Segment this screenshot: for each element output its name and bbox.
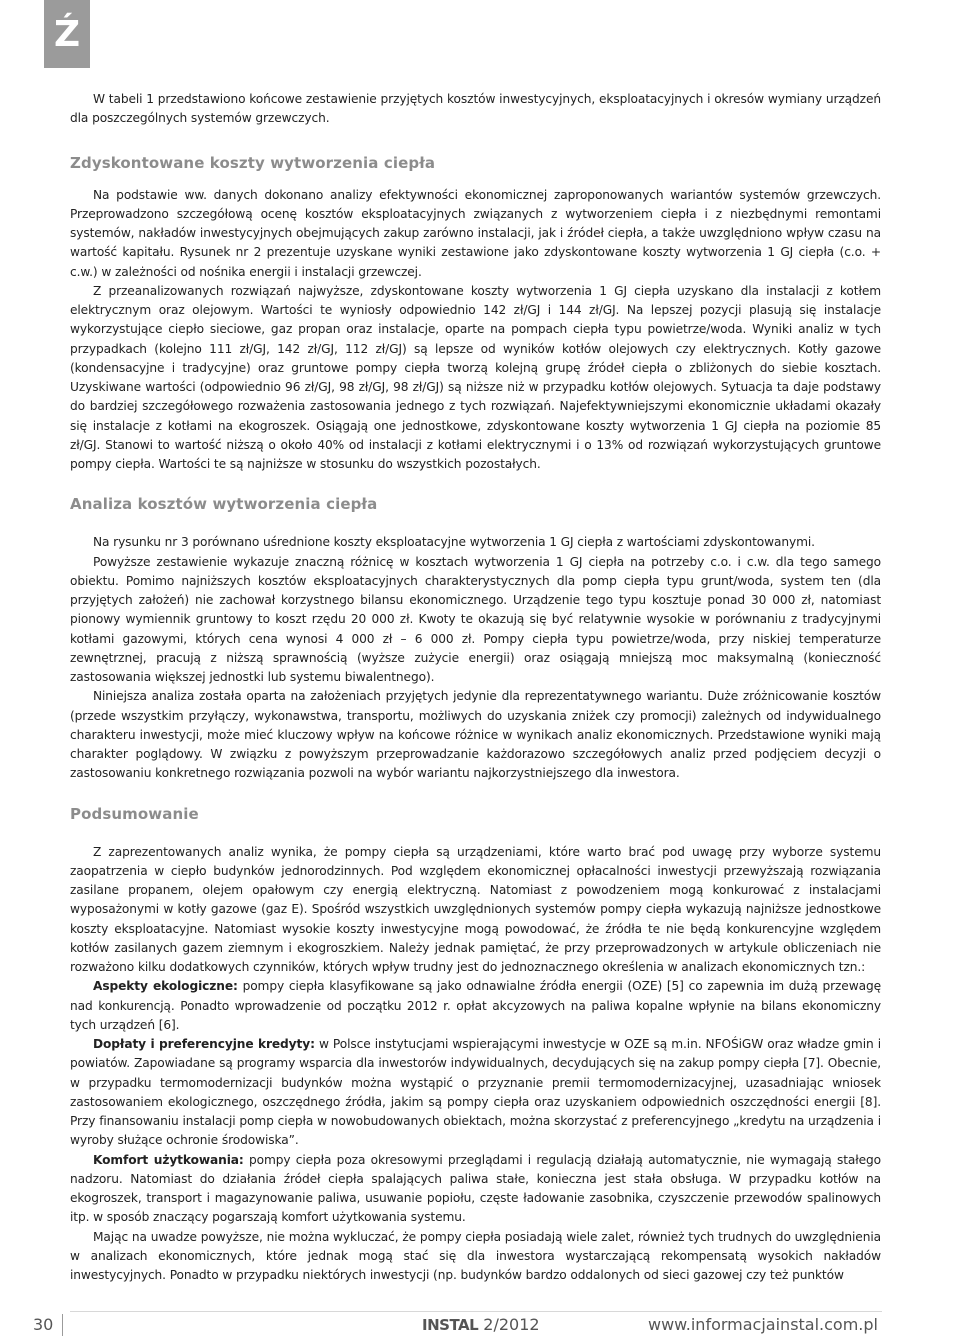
paragraph: Powyższe zestawienie wykazuje znaczną różnicę w kosztach wytworzenia 1 GJ ciepła na potrzeby c.o. i c.w. dla tego samego obiektu. Pomimo najniższych kosztów eksploatacyjnych charakterystycznych dla pomp ciepła typu grunt/woda, system ten (dla przyjętych założeń) nie zachował korzystnego bilansu ekonomicznego. Urządzenie tego typu kosztuje ponad 30 000 zł, natomiast pionowy wymiennik gruntowy to koszt rzędu 20 000 zł. Kwoty te okazują się być relatywnie wysokie w porównaniu z tradycyjnymi kotłami gazowymi, których cena wynosi 4 000 zł – 6 000 zł. Pompy ciepła typu powietrze/woda, przy niskiej temperaturze zewnętrznej, pracują z niższą sprawnością (wyższe zużycie energii) oraz osiągają mniejszą moc maksymalną (konieczność zastosowania większej jednostki lub systemu biwalentnego). [70, 554, 881, 684]
footer-divider [70, 1311, 882, 1312]
factor-text: w Polsce instytucjami wspierającymi inwestycje w OZE są m.in. NFOŚiGW oraz władze gmin i powiatów. Zapowiadane są programy wsparcia dla inwestorów indywidualnych, decydujących się na zakup pompy ciepła [7]. Obecnie, w przypadku termomodernizacji budynków można wystąpić o przyznanie premii termomodernizacyjnej, uzasadniając wniosek zastosowaniem ekologicznego, oszczędnego źródła, jakim są pompy ciepła oraz uzyskaniem odpowiednich oszczędności energii [8]. Przy finansowaniu instalacji pomp ciepła w nowobudowanych obiektach, można skorzystać z preferencyjnego „kredytu na urządzenia i wyroby służące ochronie środowiska”. [70, 1037, 881, 1148]
factor-lead: Dopłaty i preferencyjne kredyty: [93, 1037, 315, 1051]
factor-text: pompy ciepła poza okresowymi przeglądami i regulacją działają automatycznie, nie wymagają stałego nadzoru. Natomiast do działania źródeł ciepła spalających paliwa stałe, konieczna jest stała obsługa. W przypadku kotłów na ekogroszek, transport i magazynowanie paliwa, usuwanie popiołu, częste ładowanie zasobnika, czyszczenie przewodów spalinowych itp. w sposób znaczący pogarszają komfort użytkowania systemu. [70, 1152, 881, 1225]
section-heading: Analiza kosztów wytworzenia ciepła [70, 495, 378, 514]
magazine-issue [422, 1315, 540, 1334]
page-footer [0, 1316, 960, 1339]
magazine-logo: INSTAL [422, 1316, 479, 1334]
factor-paragraph [70, 1151, 881, 1228]
paragraph: Na podstawie ww. danych dokonano analizy efektywności ekonomicznej zaproponowanych wariantów systemów grzewczych. Przeprowadzono szczegółową ocenę kosztów eksploatacyjnych związanych z wytworzeniem ciepła i z niezbędnymi remontami systemów, nakładów inwestycyjnych obejmujących zakup zarówno instalacji, jak i źródeł ciepła, a także uwzględniono wpływ czasu na wartość kapitału. Rysunek nr 2 prezentuje uzyskane wyniki zestawione jako zdyskontowane koszty wytworzenia 1 GJ ciepła (c.o. + c.w.) w zależności od nośnika energii i instalacji grzewczej. [70, 187, 881, 279]
paragraph: Niniejsza analiza została oparta na założeniach przyjętych jedynie dla reprezentatywnego wariantu. Duże zróżnicowanie kosztów (przede wszystkim przyłączy, wykonawstwa, transportu, możliwych do uzyskania zniżek czy promocji) zależnych od indywidualnego charakteru inwestycji, może mieć kluczowy wpływ na końcowe różnice w wynikach analiz ekonomicznych. Przedstawione wyniki mają charakter poglądowy. W związku z powyższym przeprowadzanie każdorazowo szczegółowych analiz przed podjęciem decyzji o zastosowaniu konkretnego rozwiązania pozwoli na wybór wariantu najkorzystniejszego dla inwestora. [70, 689, 881, 781]
section-tab: Ź [44, 0, 90, 68]
section-heading: Podsumowanie [70, 804, 199, 823]
page-number: 30 [33, 1315, 54, 1334]
factor-paragraph [70, 977, 881, 1035]
paragraph: Mając na uwadze powyższe, nie można wykluczać, że pompy ciepła posiadają wiele zalet, również tych trudnych do uwzględnienia w analizach ekonomicznych, które jednak mogą stać się dla inwestora wystarczającą rekompensatą wysokich nakładów inwestycyjnych. Ponadto w przypadku niektórych inwestycji (np. budynków bardzo oddalonych od sieci gazowej czy też punktów [70, 1229, 881, 1282]
paragraph: Z zaprezentowanych analiz wynika, że pompy ciepła są urządzeniami, które warto brać pod uwagę przy wyborze systemu zaopatrzenia w ciepło budynków jednorodzinnych. Pod względem ekonomicznej opłacalności inwestycji przewyższają rozwiązania zasilane propanem, olejem opałowym czy energią elektryczną. Natomiast z powodzeniem mogą konkurować z instalacjami wyposażonymi w kotły gazowe (gaz E). Spośród wszystkich uwzględnionych systemów pompy ciepła wykazują najniższe jednostkowe koszty eksploatacyjne. Natomiast wysokie koszty inwestycyjne mogą powodować, że źródła te nie będą konkurencyjne względem kotłów zasilanych gazem ziemnym i ekogroszkiem. Należy jednak pamiętać, że przy przeprowadzonych w artykule obliczeniach nie rozważono kilku dodatkowych czynników, których wpływ trudny jest do jednoznacznego określenia w analizach ekonomicznych tzn.: [70, 844, 881, 974]
website-link[interactable]: www.informacjainstal.com.pl [647, 1315, 878, 1334]
intro-paragraph: W tabeli 1 przedstawiono końcowe zestawienie przyjętych kosztów inwestycyjnych, eksploatacyjnych i okresów wymiany urządzeń dla poszczególnych systemów grzewczych. [70, 92, 881, 126]
factor-lead: Komfort użytkowania: [93, 1152, 244, 1167]
page-number-divider [62, 1314, 63, 1336]
paragraph: Z przeanalizowanych rozwiązań najwyższe, zdyskontowane koszty wytworzenia 1 GJ ciepła uzyskano dla instalacji z kotłem elektrycznym oraz olejowym. Wartości te wyniosły odpowiednio 142 zł/GJ i 144 zł/GJ. Na lepszej pozycji plasują się instalacje wykorzystujące ciepło sieciowe, gaz propan oraz instalacje, oparte na pompach ciepła typu powietrze/woda. Wyniki analiz w tych przypadkach (kolejno 111 zł/GJ, 142 zł/GJ, 112 zł/GJ) są lepsze od wyników kotłów olejowych czy elektrycznych. Kotły gazowe (kondensacyjne i tradycyjne) oraz gruntowe pompy ciepła tworzą kolejną grupę źródeł ciepła o zbliżonych do siebie kosztach. Uzyskiwane wartości (odpowiednio 96 zł/GJ, 98 zł/GJ, 98 zł/GJ) są niższe niż w przypadku kotłów olejowych. Sytuacja ta daje podstawy do bardziej szczegółowego rozważenia zastosowania jednego z tych rozwiązań. Najefektywniejszymi ekonomicznie układami okazały się instalacje z kotłami na ekogroszek. Osiągają one jednostkowe, zdyskontowane koszty wytworzenia 1 GJ ciepła na poziomie 85 zł/GJ. Stanowi to wartość niższą o około 40% od instalacji z kotłami elektrycznymi i o 13% od rozwiązań wykorzystujących gruntowe pompy ciepła. Wartości te są najniższe w stosunku do wszystkich pozostałych. [70, 283, 881, 471]
factor-lead: Aspekty ekologiczne: [93, 979, 238, 994]
factor-paragraph [70, 1035, 881, 1151]
paragraph: Na rysunku nr 3 porównano uśrednione koszty eksploatacyjne wytworzenia 1 GJ ciepła z wartościami zdyskontowanymi. [93, 535, 815, 550]
article-body [70, 90, 881, 1285]
factor-text: pompy ciepła klasyfikowane są jako odnawialne źródła energii (OZE) [5] co zapewnia im dużą przewagę nad konkurencją. Ponadto wprowadzenie od początku 2012 r. opłat akcyzowych na paliwa kopalne wpłynie na bilans ekonomiczny tych urządzeń [6]. [70, 979, 881, 1032]
issue-number: 2/2012 [483, 1315, 540, 1334]
section-heading: Zdyskontowane koszty wytworzenia ciepła [70, 153, 436, 172]
